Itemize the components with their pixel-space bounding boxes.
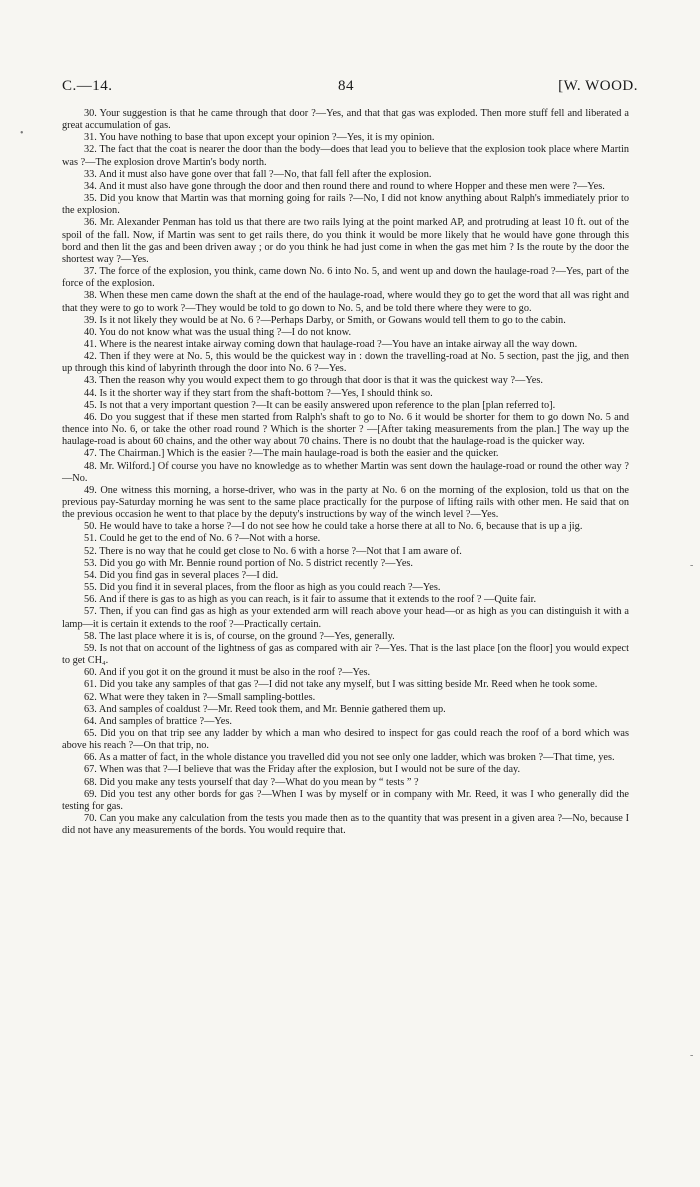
transcript-paragraph: 44. Is it the shorter way if they start from the shaft-bottom ?—Yes, I should think so. (84, 387, 433, 399)
transcript-paragraph: 66. As a matter of fact, in the whole distance you travelled did you not see only one ladder, which was broken ?—That time, yes. (84, 752, 615, 764)
transcript-paragraph: 69. Did you test any other bords for gas ?—When I was by myself or in company with Mr. Reed, it was I who generally did the testing for gas. (62, 788, 629, 812)
transcript-paragraph: 70. Can you make any calculation from the tests you made then as to the quantity that was present in a given area ?—No, because I did not have any measurements of the bords. You would require that. (62, 813, 629, 837)
transcript-paragraph: 33. And it must also have gone over that fall ?—No, that fall fell after the explosion. (84, 168, 432, 180)
document-code: C.—14. (62, 78, 113, 94)
witness-name: [W. WOOD. (558, 78, 638, 94)
transcript-paragraph: 58. The last place where it is is, of course, on the ground ?—Yes, generally. (84, 630, 395, 642)
transcript-paragraph: 50. He would have to take a horse ?—I do not see how he could take a horse there at all to No. 6, because that is up a jig. (84, 521, 583, 533)
transcript-paragraph: 45. Is not that a very important question ?—It can be easily answered upon reference to the plan [plan referred to]. (84, 399, 556, 411)
page-header (62, 78, 638, 98)
margin-tick: - (690, 560, 694, 571)
margin-tick: - (690, 1050, 694, 1061)
transcript-paragraph: 35. Did you know that Martin was that morning going for rails ?—No, I did not know anything about Ralph's immediately prior to the explosion. (62, 193, 629, 217)
transcript-paragraph: 64. And samples of brattice ?—Yes. (84, 715, 232, 727)
transcript-paragraph: 49. One witness this morning, a horse-driver, who was in the party at No. 6 on the morning of the explosion, told us that on the previous pay-Saturday morning he was sent to the same place practically for the purpose of lifting rails with other men. He said that on the previous occasion he went to that place by the deputy's instructions by way of the winch level ?—Yes. (62, 484, 629, 521)
transcript-paragraph: 42. Then if they were at No. 5, this would be the quickest way in : down the travelling-road at No. 5 section, past the jig, and then up through this kind of labyrinth through the door into No. 6 ?—Yes. (62, 351, 629, 375)
transcript-paragraph: 41. Where is the nearest intake airway coming down that haulage-road ?—You have an intake airway all the way down. (84, 338, 578, 350)
transcript-paragraph: 55. Did you find it in several places, from the floor as high as you could reach ?—Yes. (84, 582, 441, 594)
transcript-paragraph: 34. And it must also have gone through the door and then round there and round to where Hopper and these men were ?—Yes. (84, 180, 605, 192)
transcript-paragraph: 36. Mr. Alexander Penman has told us that there are two rails lying at the point marked AP, and protruding at least 10 ft. out of the spoil of the fall. Now, if Martin was sent to get rails there, do you think it would be more likely that he would have gone through this bord and then lit the gas and been driven away ; or do you think he had just come in when the gas met him ? Is the route by the door the shortest way ?—Yes. (62, 217, 629, 265)
margin-dot: • (20, 128, 24, 139)
transcript-paragraph: 38. When these men came down the shaft at the end of the haulage-road, where would they go to get the word that all was right and that they were to go to work ?—They would be told to go down to No. 5, and be told there where they were to go. (62, 290, 629, 314)
transcript-paragraph: 68. Did you make any tests yourself that day ?—What do you mean by “ tests ” ? (84, 776, 419, 788)
transcript-paragraph: 62. What were they taken in ?—Small sampling-bottles. (84, 691, 316, 703)
transcript-paragraph: 39. Is it not likely they would be at No. 6 ?—Perhaps Darby, or Smith, or Gowans would tell them to go to the cabin. (84, 314, 566, 326)
transcript-paragraph: 48. Mr. Wilford.] Of course you have no knowledge as to whether Martin was sent down the haulage-road or round the other way ?—No. (62, 460, 629, 484)
transcript-paragraph: 52. There is no way that he could get close to No. 6 with a horse ?—Not that I am aware of. (84, 545, 462, 557)
transcript-body (62, 108, 629, 837)
transcript-paragraph: 61. Did you take any samples of that gas ?—I did not take any myself, but I was sitting beside Mr. Reed when he took some. (84, 679, 598, 691)
transcript-paragraph: 53. Did you go with Mr. Bennie round portion of No. 5 district recently ?—Yes. (84, 557, 413, 569)
transcript-paragraph: 40. You do not know what was the usual thing ?—I do not know. (84, 326, 352, 338)
page-number: 84 (338, 78, 354, 94)
transcript-paragraph: 59. Is not that on account of the lightness of gas as compared with air ?—Yes. That is the last place [on the floor] you would expect to get CH₄. (62, 642, 629, 667)
transcript-paragraph: 30. Your suggestion is that he came through that door ?—Yes, and that that gas was exploded. Then more stuff fell and liberated a great accumulation of gas. (62, 108, 629, 132)
transcript-paragraph: 51. Could he get to the end of No. 6 ?—Not with a horse. (84, 533, 321, 545)
transcript-paragraph: 60. And if you got it on the ground it must be also in the roof ?—Yes. (84, 667, 371, 679)
transcript-paragraph: 56. And if there is gas to as high as you can reach, is it fair to assume that it extends to the roof ? —Quite fair. (84, 594, 537, 606)
transcript-paragraph: 65. Did you on that trip see any ladder by which a man who desired to inspect for gas could reach the roof of a bord which was above his reach ?—On that trip, no. (62, 727, 629, 752)
transcript-paragraph: 57. Then, if you can find gas as high as your extended arm will reach above your head—or as high as you can distinguish it with a lamp—it is certain it extends to the roof ?—Practically certain. (62, 606, 629, 630)
transcript-paragraph: 31. You have nothing to base that upon except your opinion ?—Yes, it is my opinion. (84, 132, 435, 144)
transcript-paragraph: 54. Did you find gas in several places ?—I did. (84, 569, 279, 581)
transcript-paragraph: 63. And samples of coaldust ?—Mr. Reed took them, and Mr. Bennie gathered them up. (84, 703, 446, 715)
transcript-paragraph: 32. The fact that the coat is nearer the door than the body—does that lead you to believe that the explosion took place where Martin was ?—The explosion drove Martin's body north. (62, 144, 629, 168)
transcript-paragraph: 37. The force of the explosion, you think, came down No. 6 into No. 5, and went up and down the haulage-road ?—Yes, part of the force of the explosion. (62, 266, 629, 290)
transcript-paragraph: 46. Do you suggest that if these men started from Ralph's shaft to go to No. 6 it would be shorter for them to go down No. 5 and thence into No. 6, or take the other road round ? Which is the shorter ? —[After taking measurements from the plan.] The way up the haulage-road is about 60 chains, and the other way about 70 chains. There is no doubt that the haulage-road is the quicker way. (62, 411, 629, 448)
transcript-paragraph: 47. The Chairman.] Which is the easier ?—The main haulage-road is both the easier and the quicker. (84, 448, 499, 460)
transcript-paragraph: 43. Then the reason why you would expect them to go through that door is that it was the quickest way ?—Yes. (84, 375, 543, 387)
transcript-paragraph: 67. When was that ?—I believe that was the Friday after the explosion, but I would not be sure of the day. (84, 764, 521, 776)
